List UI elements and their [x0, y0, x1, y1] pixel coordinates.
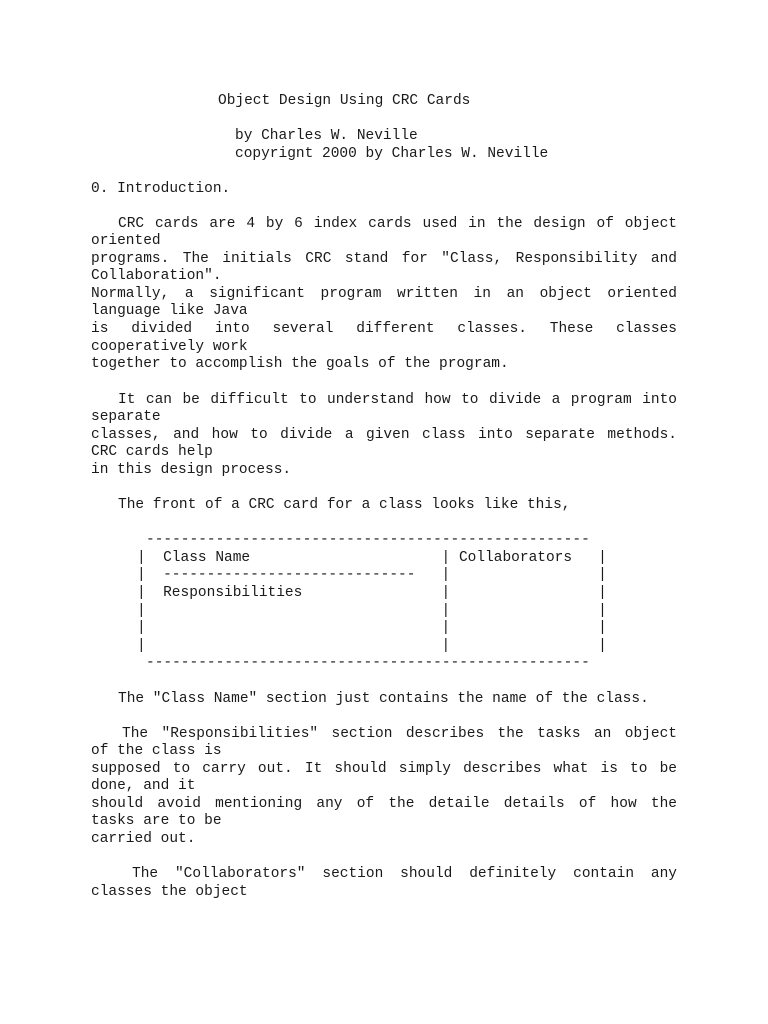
card-row-blank-3: | | |	[137, 638, 607, 654]
copyright-line: copyrignt 2000 by Charles W. Neville	[235, 146, 549, 162]
p2-line-4: CRC cards help	[91, 444, 213, 460]
p1-line-6: language like Java	[91, 303, 248, 319]
p3-line-1: The front of a CRC card for a class looks like this,	[118, 497, 571, 513]
card-row-separator: | ----------------------------- | |	[137, 567, 607, 583]
p1-line-1: CRC cards are 4 by 6 index cards used in the design of object	[118, 216, 677, 232]
author-line: by Charles W. Neville	[235, 128, 418, 144]
p6-line-2: classes the object	[91, 884, 248, 900]
p5-line-3: supposed to carry out. It should simply describes what is to be	[91, 761, 677, 777]
card-row-responsibilities: | Responsibilities | |	[137, 585, 607, 601]
p2-line-2: separate	[91, 409, 161, 425]
p1-line-9: together to accomplish the goals of the program.	[91, 356, 509, 372]
card-row-blank-1: | | |	[137, 603, 607, 619]
p1-line-8: cooperatively work	[91, 339, 248, 355]
p2-line-1: It can be difficult to understand how to divide a program into	[118, 392, 677, 408]
p6-line-1: The "Collaborators" section should definitely contain any	[132, 866, 677, 882]
card-row-class-name: | Class Name | Collaborators |	[137, 550, 607, 566]
section-heading: 0. Introduction.	[91, 181, 231, 197]
p4-line-1: The "Class Name" section just contains the name of the class.	[118, 691, 649, 707]
p1-line-5: Normally, a significant program written in an object oriented	[91, 286, 677, 302]
p2-line-5: in this design process.	[91, 462, 292, 478]
p1-line-3: programs. The initials CRC stand for "Class, Responsibility and	[91, 251, 677, 267]
document-title: Object Design Using CRC Cards	[218, 93, 471, 109]
p2-line-3: classes, and how to divide a given class into separate methods.	[91, 427, 677, 443]
p5-line-2: of the class is	[91, 743, 222, 759]
p1-line-4: Collaboration".	[91, 268, 222, 284]
p1-line-2: oriented	[91, 233, 161, 249]
card-row-blank-2: | | |	[137, 620, 607, 636]
p5-line-4: done, and it	[91, 778, 196, 794]
p1-line-7: is divided into several different classes. These classes	[91, 321, 677, 337]
p5-line-7: carried out.	[91, 831, 196, 847]
p5-line-6: tasks are to be	[91, 813, 222, 829]
p5-line-5: should avoid mentioning any of the detaile details of how the	[91, 796, 677, 812]
card-bottom-border: ---------------------------------------------------	[146, 655, 590, 671]
card-top-border: ---------------------------------------------------	[146, 532, 590, 548]
p5-line-1: The "Responsibilities" section describes the tasks an object	[122, 726, 677, 742]
